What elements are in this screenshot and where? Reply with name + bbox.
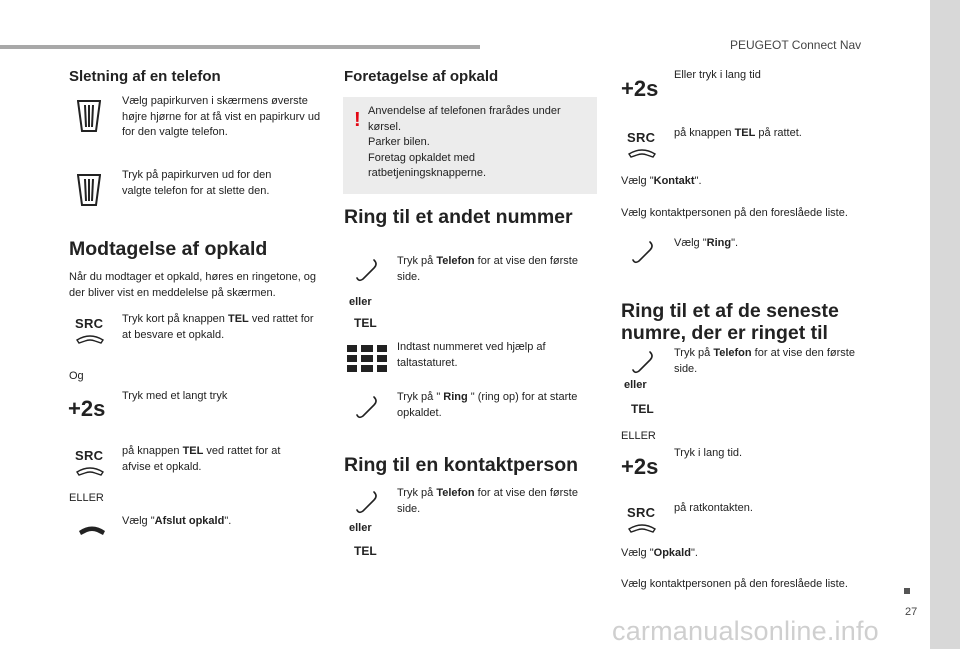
eller-caps-label: ELLER	[621, 430, 656, 442]
text-bold: Telefon	[436, 487, 475, 499]
watermark: carmanualsonline.info	[612, 616, 879, 646]
recent-step-1	[674, 346, 864, 377]
text-bold: Afslut opkald	[154, 515, 225, 527]
section-title-recent: Ring til et af de seneste numre, der er ringet til	[621, 300, 839, 344]
plus2s-label: +2s	[621, 454, 659, 479]
eller-label: eller	[349, 522, 372, 534]
other-step-2: Indtast nummeret ved hjælp af taltastaturet.	[397, 341, 546, 369]
phone-icon	[355, 258, 379, 282]
text-part: Tryk på	[397, 255, 437, 267]
phone-icon	[631, 240, 655, 264]
page-marker	[904, 588, 910, 594]
trash-icon	[77, 173, 101, 207]
other-step-1	[397, 254, 587, 285]
tel-label: TEL	[631, 402, 654, 416]
text-part: for at vise den første side.	[397, 255, 578, 283]
text-part: ".	[731, 237, 739, 249]
warning-text: Anvendelse af telefonen frarådes under kørsel. Parker bilen. Foretag opkaldet med ratbetjeningsknapperne.	[368, 105, 561, 179]
text-bold: TEL	[734, 127, 756, 139]
eller-label: eller	[624, 379, 647, 391]
receive-step-4	[122, 514, 322, 530]
text-part: Vælg "	[621, 547, 654, 559]
text-bold: Ring	[443, 391, 468, 403]
eller-label: eller	[349, 296, 372, 308]
text-part: Vælg "	[122, 515, 155, 527]
receive-intro: Når du modtager et opkald, høres en ringetone, og der bliver vist en meddelelse på skærmen.	[69, 271, 317, 299]
receive-step-2: Tryk med et langt tryk	[122, 390, 228, 402]
phone-icon	[355, 395, 379, 419]
phone-icon	[355, 490, 379, 514]
text-part: Tryk på	[397, 487, 437, 499]
page-header: PEUGEOT Connect Nav	[730, 38, 862, 52]
delete-step-1: Vælg papirkurven i skærmens øverste højre hjørne for at få vist en papirkurv ud for den valgte telefon.	[122, 95, 321, 138]
page-number: 27	[905, 606, 918, 618]
trash-icon	[77, 99, 101, 133]
src-icon	[627, 505, 661, 538]
receive-step-3	[122, 444, 307, 475]
text-bold: Telefon	[436, 255, 475, 267]
hangup-icon	[75, 466, 105, 476]
text-part: " (ring op) for at starte opkaldet.	[397, 391, 578, 419]
src-label: SRC	[627, 505, 656, 520]
src-icon	[627, 130, 661, 163]
src-icon	[75, 316, 109, 349]
src-label: SRC	[75, 448, 104, 463]
ring-step	[674, 236, 874, 252]
section-title-make-call: Foretagelse af opkald	[344, 68, 499, 85]
warning-icon: !	[354, 109, 361, 131]
section-title-receive: Modtagelse af opkald	[69, 238, 268, 260]
text-part: ".	[224, 515, 232, 527]
delete-step-2: Tryk på papirkurven ud for den valgte telefon for at slette den.	[122, 169, 272, 197]
long-press-icon	[68, 396, 105, 422]
text-part: Vælg "	[621, 175, 654, 187]
text-part: Tryk kort på knappen	[122, 313, 228, 325]
long-tap-text: Tryk i lang tid.	[674, 447, 743, 459]
text-bold: TEL	[227, 313, 249, 325]
text-part: ".	[694, 175, 702, 187]
text-part: på rattet.	[755, 127, 802, 139]
choose-contact: Vælg kontaktpersonen på den foreslåede liste.	[621, 207, 848, 219]
hangup-icon	[75, 334, 105, 344]
receive-step-1	[122, 312, 322, 343]
section-title-delete: Sletning af en telefon	[69, 68, 221, 85]
text-part: ved rattet for at besvare et opkald.	[122, 313, 314, 341]
text-bold: TEL	[182, 445, 204, 457]
text-bold: Telefon	[713, 347, 752, 359]
tel-label: TEL	[354, 316, 377, 330]
side-strip	[930, 0, 960, 649]
section-title-other-number: Ring til et andet nummer	[344, 206, 573, 228]
section-title-contact: Ring til en kontaktperson	[344, 454, 579, 476]
kontakt-step	[621, 174, 702, 190]
plus2s-label: +2s	[68, 396, 106, 421]
text-bold: Kontakt	[653, 175, 695, 187]
hangup-icon	[627, 523, 657, 533]
choose-contact-2: Vælg kontaktpersonen på den foreslåede liste.	[621, 578, 848, 590]
other-step-3	[397, 390, 597, 421]
hangup-icon	[627, 148, 657, 158]
top-rule	[0, 45, 480, 49]
text-part: ved rattet for at afvise et opkald.	[122, 445, 281, 473]
eller-label: ELLER	[69, 492, 104, 504]
text-bold: Ring	[706, 237, 732, 249]
contact-step-1	[397, 486, 587, 517]
long-press-icon	[621, 76, 658, 102]
long-press-icon	[621, 454, 658, 480]
text-part: ".	[690, 547, 698, 559]
text-part: på knappen	[122, 445, 183, 457]
tel-step	[674, 126, 874, 142]
text-part: for at vise den første side.	[674, 347, 855, 375]
plus2s-label: +2s	[621, 76, 659, 101]
src-label: SRC	[75, 316, 104, 331]
og-label: Og	[69, 370, 84, 382]
text-part: Vælg "	[674, 237, 707, 249]
src-label: SRC	[627, 130, 656, 145]
text-part: Tryk på	[674, 347, 714, 359]
ratkontakt-text: på ratkontakten.	[674, 502, 753, 514]
text-part: for at vise den første side.	[397, 487, 578, 515]
src-icon	[75, 448, 109, 481]
long-press-text: Eller tryk i lang tid	[674, 69, 761, 81]
text-part: Tryk på "	[397, 391, 444, 403]
hangup-icon	[78, 522, 106, 536]
opkald-step	[621, 546, 698, 562]
tel-label: TEL	[354, 544, 377, 558]
text-part: på knappen	[674, 127, 735, 139]
text-bold: Opkald	[653, 547, 691, 559]
phone-icon	[631, 350, 655, 374]
keypad-icon	[347, 345, 387, 373]
